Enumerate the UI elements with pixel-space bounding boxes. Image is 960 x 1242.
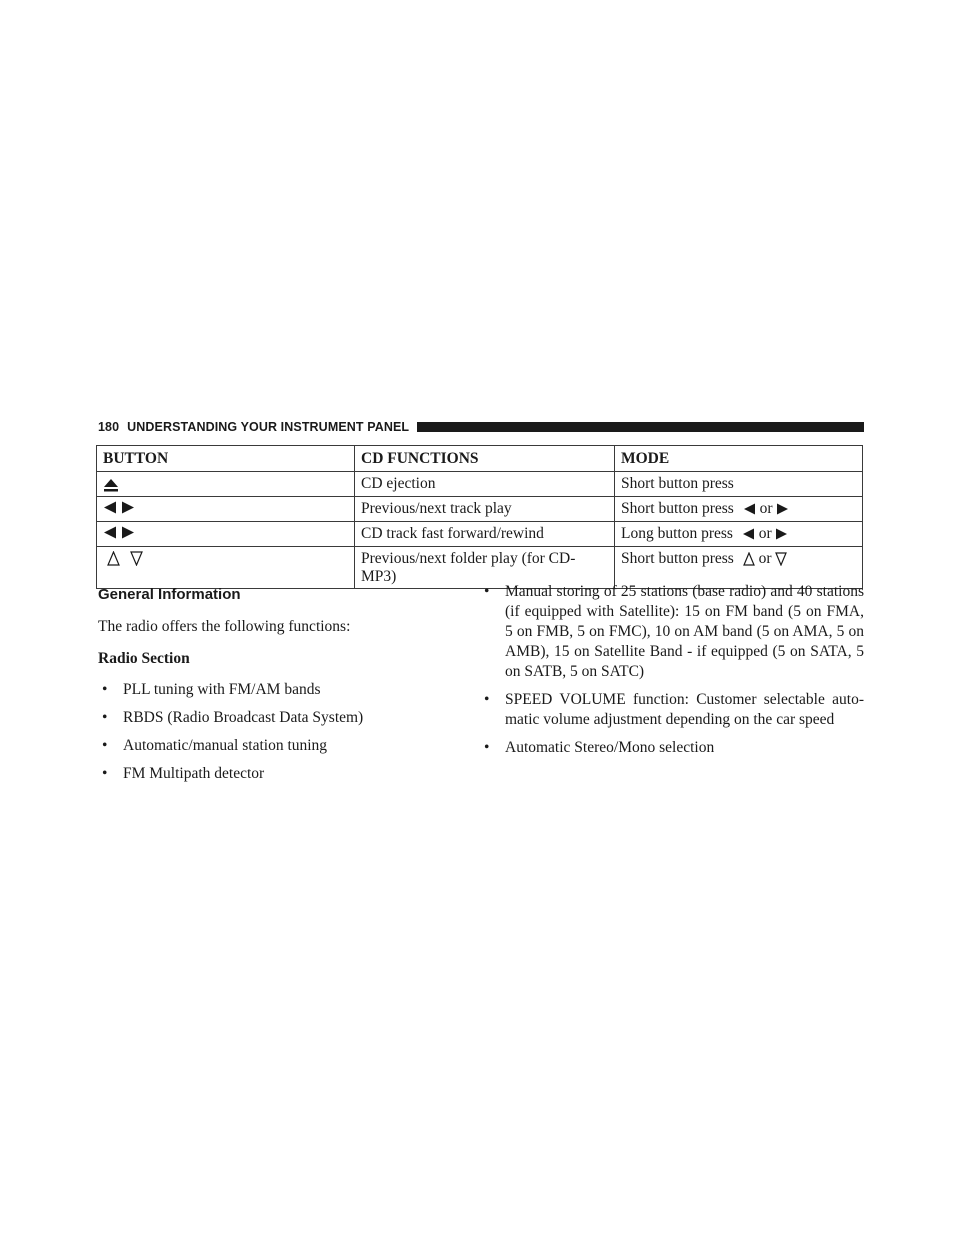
or-text: or bbox=[758, 550, 772, 567]
list-item: • Automatic Stereo/Mono selection bbox=[484, 739, 715, 756]
left-arrow-icon bbox=[103, 501, 117, 514]
right-arrow-icon bbox=[121, 526, 135, 539]
list-item: • RBDS (Radio Broadcast Data System) bbox=[102, 709, 364, 726]
down-triangle-outline-icon bbox=[130, 551, 143, 566]
page-header bbox=[98, 416, 864, 438]
left-arrow-icon bbox=[743, 503, 756, 515]
function-cell: Previous/next track play bbox=[355, 497, 615, 522]
function-cell: CD ejection bbox=[355, 472, 615, 497]
column-header-mode: MODE bbox=[615, 446, 863, 472]
button-cell bbox=[97, 472, 355, 497]
cd-functions-table bbox=[96, 445, 863, 589]
mode-text: Long button press bbox=[621, 525, 733, 542]
or-text: or bbox=[759, 500, 773, 517]
mode-cell bbox=[615, 522, 863, 547]
right-bullet-list bbox=[480, 582, 864, 758]
page-number: 180 bbox=[98, 420, 120, 434]
function-cell: CD track fast forward/rewind bbox=[355, 522, 615, 547]
section-heading: General Information bbox=[98, 586, 241, 603]
list-item: • PLL tuning with FM/AM bands bbox=[102, 681, 321, 698]
radio-section-title: Radio Section bbox=[98, 650, 190, 667]
column-header-cd-functions: CD FUNCTIONS bbox=[355, 446, 615, 472]
table-row bbox=[97, 522, 863, 547]
mode-text: Short button press bbox=[621, 550, 734, 567]
right-column bbox=[480, 582, 864, 766]
mode-text: Short button press bbox=[621, 500, 734, 517]
intro-paragraph: The radio offers the following functions: bbox=[98, 618, 351, 635]
function-cell: Previous/next folder play (for CD-MP3) bbox=[355, 547, 615, 589]
left-bullet-list bbox=[98, 680, 470, 784]
mode-text: Short button press bbox=[621, 475, 734, 492]
up-triangle-outline-icon bbox=[107, 551, 120, 566]
table-row bbox=[97, 497, 863, 522]
left-arrow-icon bbox=[103, 526, 117, 539]
list-item: • FM Multipath detector bbox=[102, 765, 265, 782]
section-title: UNDERSTANDING YOUR INSTRUMENT PANEL bbox=[127, 420, 410, 434]
table-header-row bbox=[97, 446, 863, 472]
right-arrow-icon bbox=[775, 528, 788, 540]
up-triangle-outline-icon bbox=[743, 552, 755, 566]
list-item: • Automatic/manual station tuning bbox=[102, 737, 328, 754]
mode-cell bbox=[615, 497, 863, 522]
right-arrow-icon bbox=[121, 501, 135, 514]
table-row bbox=[97, 472, 863, 497]
down-triangle-outline-icon bbox=[775, 552, 787, 566]
button-cell bbox=[97, 522, 355, 547]
eject-icon bbox=[103, 478, 119, 492]
left-arrow-icon bbox=[742, 528, 755, 540]
mode-cell bbox=[615, 472, 863, 497]
left-column bbox=[98, 582, 470, 792]
button-cell bbox=[97, 497, 355, 522]
list-item: • SPEED VOLUME function: Customer selectable auto-matic volume adjustment depending on the car speed bbox=[484, 691, 864, 728]
header-text bbox=[98, 420, 409, 434]
list-item: • Manual storing of 25 stations (base radio) and 40 stations (if equipped with Satellite): 15 on FM band (5 on FMA, 5 on FMB, 5 on FMC), 10 on AM band (5 on AMA, 5 on AMB), 15 on Satellite Band - if equipped (5 on SATA, 5 on SATB, 5 on SATC) bbox=[484, 583, 864, 680]
right-arrow-icon bbox=[776, 503, 789, 515]
header-rule bbox=[417, 422, 864, 432]
or-text: or bbox=[758, 525, 772, 542]
column-header-button: BUTTON bbox=[97, 446, 355, 472]
